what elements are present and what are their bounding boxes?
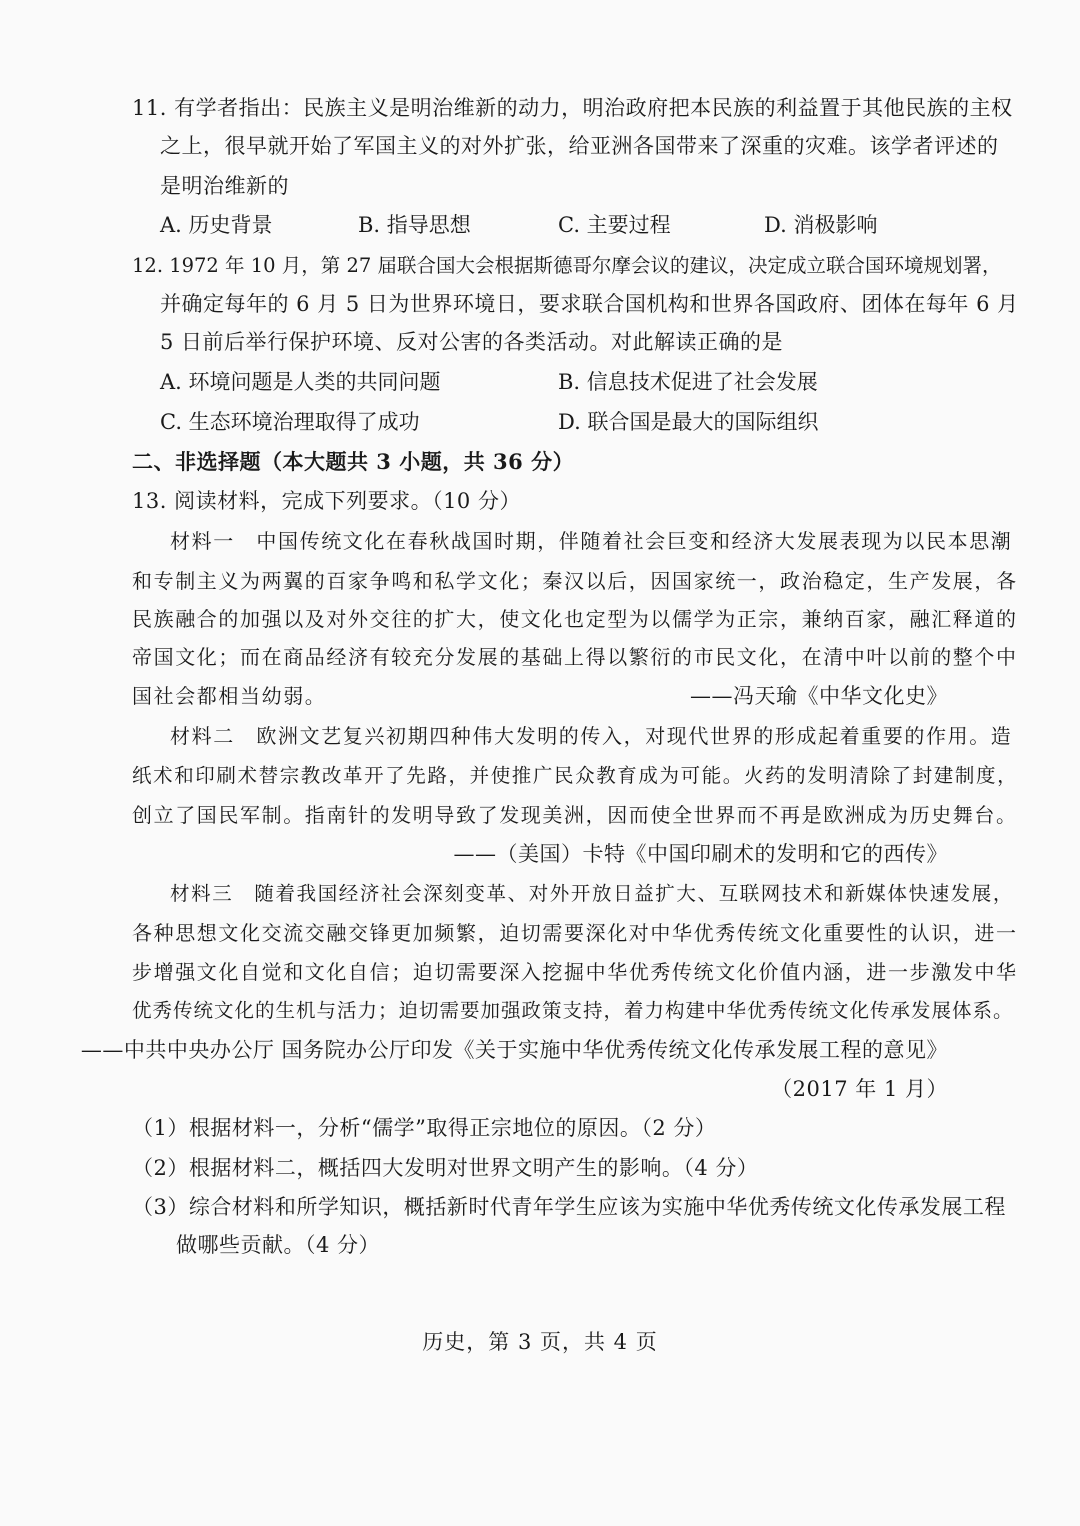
q13-sub-3-line-2: 做哪些贡献。（4 分） xyxy=(176,1233,381,1257)
material-2-source: ——（美国）卡特《中国印刷术的发明和它的西传》 xyxy=(453,842,948,866)
material-2-line-2: 纸术和印刷术替宗教改革开了先路，并使推广民众教育成为可能。火药的发明清除了封建制度， xyxy=(132,764,1019,787)
q12-line-3: 5 日前后举行保护环境、反对公害的各类活动。对此解读正确的是 xyxy=(160,330,784,354)
page-footer: 历史，第 3 页，共 4 页 xyxy=(422,1330,658,1354)
q11-line-3: 是明治维新的 xyxy=(160,174,289,198)
q13-sub-1: （1）根据材料一，分析“儒学”取得正宗地位的原因。（2 分） xyxy=(132,1116,717,1140)
material-1-line-2: 和专制主义为两翼的百家争鸣和私学文化；秦汉以后，因国家统一，政治稳定，生产发展，各 xyxy=(132,569,1018,593)
q13-sub-3-line-1: （3）综合材料和所学知识，概括新时代青年学生应该为实施中华优秀传统文化传承发展工程 xyxy=(132,1195,1006,1219)
q12-option-b: B. 信息技术促进了社会发展 xyxy=(558,370,818,394)
q11-line-1: 11. 有学者指出：民族主义是明治维新的动力，明治政府把本民族的利益置于其他民族的主权 xyxy=(132,96,1013,120)
q11-option-d: D. 消极影响 xyxy=(764,213,878,237)
q11-option-a: A. 历史背景 xyxy=(160,213,273,237)
material-3-source: ——中共中央办公厅 国务院办公厅印发《关于实施中华优秀传统文化传承发展工程的意见》 xyxy=(80,1038,948,1062)
material-1-line-3: 民族融合的加强以及对外交往的扩大，使文化也定型为以儒学为正宗，兼纳百家，融汇释道的 xyxy=(132,607,1018,631)
material-3-line-4: 优秀传统文化的生机与活力；迫切需要加强政策支持，着力构建中华优秀传统文化传承发展体系。 xyxy=(132,999,1014,1022)
section-2-heading: 二、非选择题（本大题共 3 小题，共 36 分） xyxy=(132,449,575,474)
q13-sub-2: （2）根据材料二，概括四大发明对世界文明产生的影响。（4 分） xyxy=(132,1156,759,1180)
material-3-date: （2017 年 1 月） xyxy=(771,1077,948,1101)
q13-stem: 13. 阅读材料，完成下列要求。（10 分） xyxy=(132,489,521,513)
material-3-line-3: 步增强文化自觉和文化自信；迫切需要深入挖掘中华优秀传统文化价值内涵，进一步激发中华 xyxy=(132,960,1018,984)
q12-option-c: C. 生态环境治理取得了成功 xyxy=(160,410,420,434)
q11-option-b: B. 指导思想 xyxy=(358,213,471,237)
material-2-line-3: 创立了国民军制。指南针的发明导致了发现美洲，因而使全世界而不再是欧洲成为历史舞台。 xyxy=(132,803,1018,827)
q11-option-c: C. 主要过程 xyxy=(558,213,671,237)
q12-option-d: D. 联合国是最大的国际组织 xyxy=(558,410,819,434)
material-1-source: ——冯天瑜《中华文化史》 xyxy=(690,684,948,708)
material-3-line-2: 各种思想文化交流交融交锋更加频繁，迫切需要深化对中华优秀传统文化重要性的认识，进一 xyxy=(132,921,1018,945)
q12-line-2: 并确定每年的 6 月 5 日为世界环境日，要求联合国机构和世界各国政府、团体在每年 6 月 xyxy=(160,292,1019,316)
material-2-line-1: 材料二 欧洲文艺复兴初期四种伟大发明的传入，对现代世界的形成起着重要的作用。造 xyxy=(170,724,1013,748)
material-1-line-5: 国社会都相当幼弱。 xyxy=(132,684,327,708)
q11-line-2: 之上，很早就开始了军国主义的对外扩张，给亚洲各国带来了深重的灾难。该学者评述的 xyxy=(160,134,999,158)
material-1-line-4: 帝国文化；而在商品经济有较充分发展的基础上得以繁衍的市民文化，在清中叶以前的整个中 xyxy=(132,645,1018,669)
material-1-line-1: 材料一 中国传统文化在春秋战国时期，伴随着社会巨变和经济大发展表现为以民本思潮 xyxy=(170,529,1013,553)
q12-option-a: A. 环境问题是人类的共同问题 xyxy=(160,370,441,394)
q12-line-1: 12. 1972 年 10 月，第 27 届联合国大会根据斯德哥尔摩会议的建议，决定成立联合国环境规划署， xyxy=(132,254,1002,277)
material-3-line-1: 材料三 随着我国经济社会深刻变革、对外开放日益扩大、互联网技术和新媒体快速发展， xyxy=(170,882,1015,905)
